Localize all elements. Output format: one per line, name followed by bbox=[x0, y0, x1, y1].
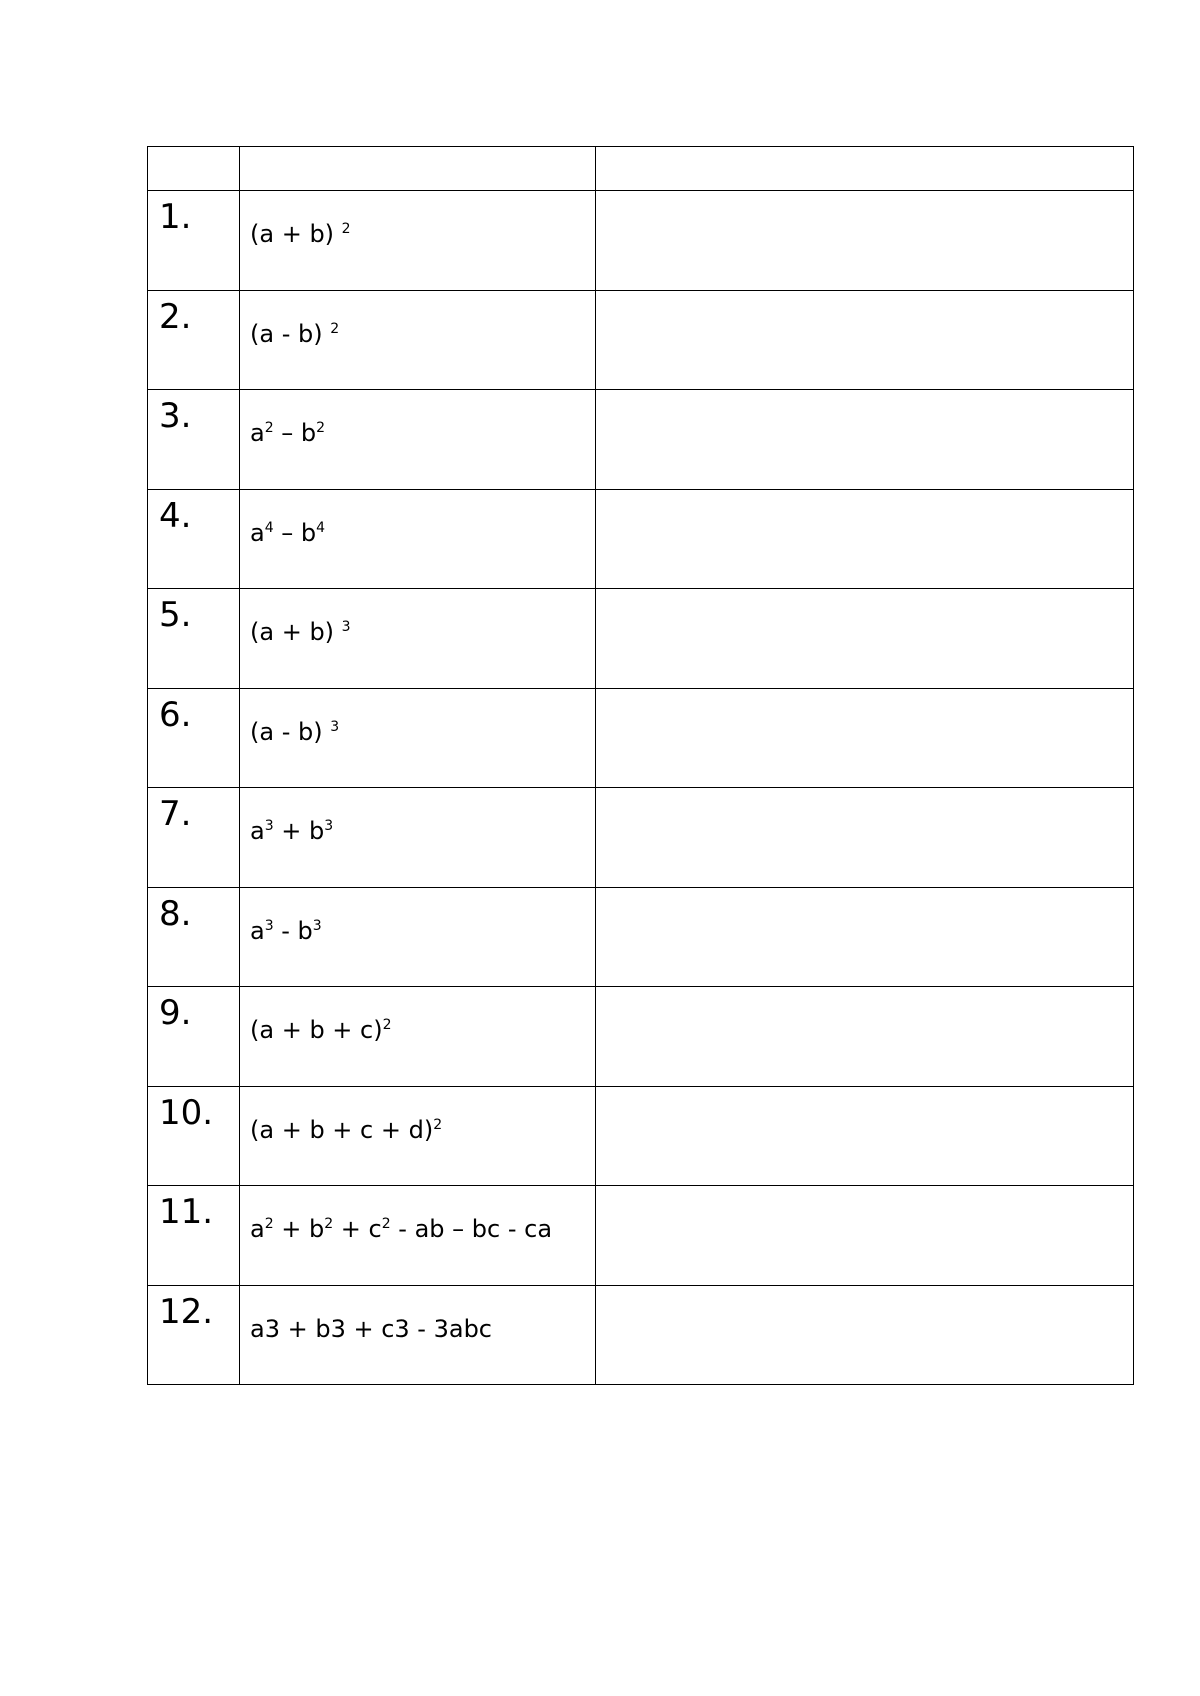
header-cell-expression bbox=[240, 147, 596, 191]
expression-cell bbox=[240, 390, 596, 490]
table-row bbox=[148, 987, 1134, 1087]
expression bbox=[240, 888, 595, 948]
row-number: 9. bbox=[159, 993, 192, 1033]
expression-text: + b bbox=[273, 817, 325, 845]
expression-text: (a + b) bbox=[250, 618, 342, 646]
row-number: 8. bbox=[159, 893, 192, 934]
expression-text: - b bbox=[273, 916, 313, 945]
expression-cell bbox=[240, 887, 596, 987]
row-number-cell bbox=[148, 290, 240, 390]
expression-cell bbox=[240, 489, 596, 589]
expression-text: - ab – bc - ca bbox=[390, 1215, 553, 1243]
row-number: 6. bbox=[159, 694, 192, 735]
expression-text: a bbox=[250, 817, 265, 845]
expression bbox=[240, 987, 595, 1047]
exponent: 2 bbox=[381, 1216, 391, 1232]
table-row bbox=[148, 290, 1134, 390]
row-number-cell bbox=[148, 1186, 240, 1286]
row-number-cell bbox=[148, 589, 240, 689]
answer-cell bbox=[596, 390, 1134, 490]
answer-cell bbox=[596, 191, 1134, 291]
expression-cell bbox=[240, 788, 596, 888]
exponent: 2 bbox=[382, 1017, 392, 1033]
table-row bbox=[148, 489, 1134, 589]
exponent: 3 bbox=[341, 619, 351, 635]
row-number: 12. bbox=[159, 1291, 214, 1332]
row-number-cell bbox=[148, 788, 240, 888]
expression bbox=[240, 1286, 595, 1346]
expression-cell bbox=[240, 589, 596, 689]
expression bbox=[240, 788, 595, 848]
expression-text: (a - b) bbox=[250, 319, 331, 348]
row-number-cell bbox=[148, 887, 240, 987]
table-row bbox=[148, 1086, 1134, 1186]
exponent: 3 bbox=[264, 917, 274, 934]
expression-text: a bbox=[250, 1215, 265, 1243]
exponent: 2 bbox=[433, 1116, 443, 1133]
table-header-row bbox=[148, 147, 1134, 191]
expression-text: a bbox=[250, 419, 265, 447]
expression bbox=[240, 490, 595, 550]
row-number: 11. bbox=[159, 1192, 214, 1232]
row-number-cell bbox=[148, 191, 240, 291]
table-row bbox=[148, 788, 1134, 888]
exponent: 3 bbox=[312, 917, 322, 934]
answer-cell bbox=[596, 1186, 1134, 1286]
header-cell-number bbox=[148, 147, 240, 191]
row-number: 10. bbox=[159, 1092, 214, 1133]
row-number: 5. bbox=[159, 595, 192, 635]
exponent: 3 bbox=[264, 818, 274, 834]
expression-cell bbox=[240, 290, 596, 390]
expression-text: – b bbox=[273, 419, 317, 447]
answer-cell bbox=[596, 688, 1134, 788]
row-number: 1. bbox=[159, 197, 192, 237]
exponent: 3 bbox=[330, 718, 340, 735]
expression-cell bbox=[240, 987, 596, 1087]
expression-text: + b bbox=[273, 1215, 325, 1243]
expression-text: a bbox=[250, 916, 265, 945]
table-row bbox=[148, 1186, 1134, 1286]
answer-cell bbox=[596, 887, 1134, 987]
exponent: 2 bbox=[316, 420, 326, 436]
expression-cell bbox=[240, 688, 596, 788]
expression bbox=[240, 291, 595, 351]
exponent: 2 bbox=[341, 221, 351, 237]
exponent: 3 bbox=[324, 818, 334, 834]
row-number-cell bbox=[148, 1285, 240, 1385]
row-number: 7. bbox=[159, 794, 192, 834]
expression bbox=[240, 1087, 595, 1147]
row-number-cell bbox=[148, 390, 240, 490]
expression bbox=[240, 689, 595, 749]
row-number: 3. bbox=[159, 396, 192, 436]
exponent: 2 bbox=[264, 1216, 274, 1232]
table-row bbox=[148, 589, 1134, 689]
expression bbox=[240, 390, 595, 450]
expression bbox=[240, 1186, 595, 1246]
expression-cell bbox=[240, 1086, 596, 1186]
exponent: 4 bbox=[264, 519, 274, 536]
row-number: 4. bbox=[159, 495, 192, 536]
table-row bbox=[148, 191, 1134, 291]
expression-cell bbox=[240, 1186, 596, 1286]
table-row bbox=[148, 688, 1134, 788]
answer-cell bbox=[596, 489, 1134, 589]
expression-text: (a + b + c) bbox=[250, 1016, 383, 1044]
exponent: 2 bbox=[324, 1216, 334, 1232]
answer-cell bbox=[596, 1086, 1134, 1186]
exponent: 4 bbox=[316, 519, 326, 536]
row-number-cell bbox=[148, 489, 240, 589]
expression-text: + c bbox=[333, 1215, 382, 1243]
expression-text: (a - b) bbox=[250, 717, 331, 746]
expression-text: – b bbox=[273, 518, 317, 547]
table-row bbox=[148, 390, 1134, 490]
header-cell-answer bbox=[596, 147, 1134, 191]
expression-text: a bbox=[250, 518, 265, 547]
expression bbox=[240, 191, 595, 251]
answer-cell bbox=[596, 1285, 1134, 1385]
expression-cell bbox=[240, 1285, 596, 1385]
expression-cell bbox=[240, 191, 596, 291]
table-row bbox=[148, 1285, 1134, 1385]
expression-text: a3 + b3 + c3 - 3abc bbox=[250, 1314, 493, 1343]
answer-cell bbox=[596, 987, 1134, 1087]
expression-text: (a + b) bbox=[250, 220, 342, 248]
row-number-cell bbox=[148, 1086, 240, 1186]
exponent: 2 bbox=[330, 320, 340, 337]
answer-cell bbox=[596, 788, 1134, 888]
expression-text: (a + b + c + d) bbox=[250, 1115, 434, 1144]
expression bbox=[240, 589, 595, 649]
answer-cell bbox=[596, 589, 1134, 689]
answer-cell bbox=[596, 290, 1134, 390]
algebraic-identities-table bbox=[147, 146, 1134, 1385]
row-number-cell bbox=[148, 987, 240, 1087]
row-number-cell bbox=[148, 688, 240, 788]
exponent: 2 bbox=[264, 420, 274, 436]
row-number: 2. bbox=[159, 296, 192, 337]
table-row bbox=[148, 887, 1134, 987]
